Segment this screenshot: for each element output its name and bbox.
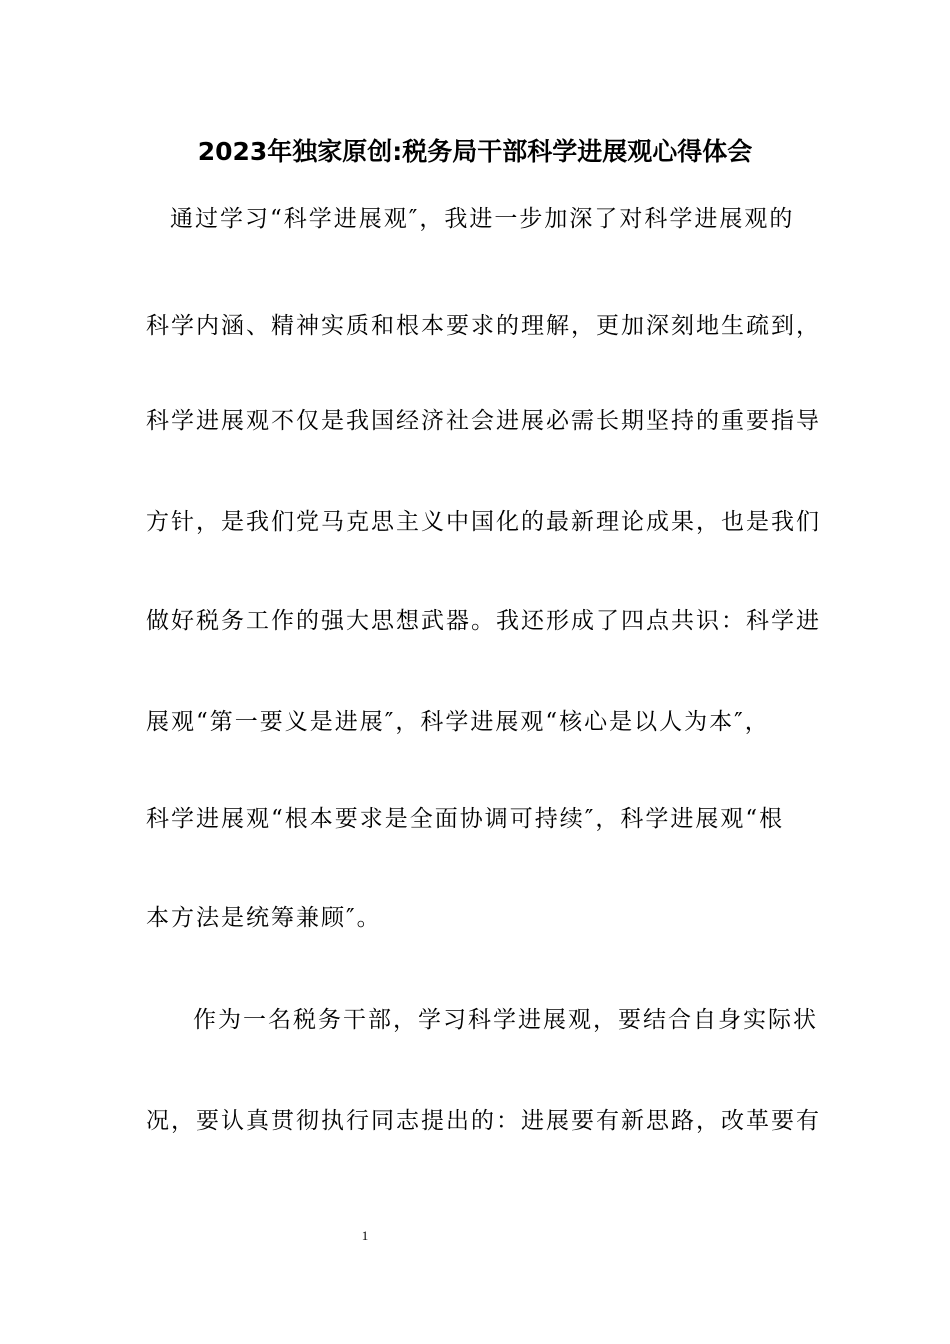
- paragraph-1-line-7: 科学进展观“根本要求是全面协调可持续″，科学进展观“根: [146, 806, 785, 832]
- paragraph-1-line-2: 科学内涵、精神实质和根本要求的理解，更加深刻地生疏到，: [146, 313, 821, 339]
- paragraph-1-line-5: 做好税务工作的强大思想武器。我还形成了四点共识：科学进: [146, 608, 821, 634]
- paragraph-2-line-2: 况，要认真贯彻执行同志提出的：进展要有新思路，改革要有: [146, 1108, 821, 1134]
- paragraph-1-line-3: 科学进展观不仅是我国经济社会进展必需长期坚持的重要指导: [146, 408, 821, 434]
- paragraph-1-line-6: 展观“第一要义是进展″，科学进展观“核心是以人为本″，: [146, 709, 770, 735]
- paragraph-1-line-8: 本方法是统筹兼顾″。: [146, 905, 382, 931]
- paragraph-2-line-1: 作为一名税务干部，学习科学进展观，要结合自身实际状: [193, 1007, 818, 1033]
- document-title: 2023年独家原创:税务局干部科学进展观心得体会: [197, 137, 753, 166]
- page-number: 1: [361, 1228, 369, 1243]
- paragraph-1-line-4: 方针，是我们党马克思主义中国化的最新理论成果，也是我们: [146, 509, 821, 535]
- paragraph-1-line-1: 通过学习“科学进展观″，我进一步加深了对科学进展观的: [170, 206, 795, 232]
